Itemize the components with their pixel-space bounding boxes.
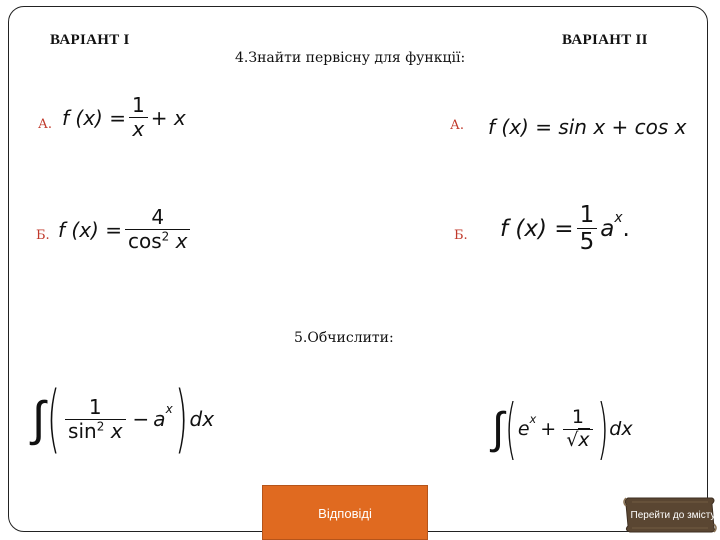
formula-v2-b-fraction	[577, 202, 598, 256]
formula-v1-int-sin: sin	[68, 418, 97, 443]
formula-v2-b-den: 5	[579, 229, 595, 256]
formula-v2-int-var: x	[578, 428, 590, 451]
task-5-title: 5.Обчислити:	[294, 330, 394, 346]
formula-v1-int-base: a	[153, 407, 166, 431]
formula-v2-int-fraction	[563, 407, 592, 452]
variant-2-heading: ВАРІАНТ ІІ	[562, 32, 648, 48]
formula-v2-b-dot: .	[622, 215, 630, 242]
formula-v1-a-fraction	[129, 94, 148, 141]
formula-v2-integral	[492, 390, 633, 467]
formula-v1-int-sin-exp: 2	[96, 418, 105, 433]
formula-v1-integral	[32, 376, 215, 462]
formula-v1-b-exp: 2	[161, 229, 170, 244]
label-a-variant-2: А.	[450, 118, 464, 133]
formula-v1-int-num: 1	[65, 396, 126, 420]
formula-v1-b-num: 4	[125, 206, 191, 230]
variant-1-heading: ВАРІАНТ І	[50, 32, 130, 48]
task-4-title: 4.Знайти первісну для функції:	[235, 50, 466, 66]
label-b-variant-2: Б.	[454, 228, 468, 243]
formula-v2-b-exp: x	[614, 210, 623, 226]
formula-v1-int-minus: −	[132, 407, 150, 431]
formula-v2-int-num: 1	[563, 407, 592, 430]
right-paren-icon: )	[596, 390, 609, 467]
formula-v1-a-lhs: f (x) =	[62, 105, 126, 130]
answers-button-label: Відповіді	[318, 506, 372, 521]
formula-v1-a-den: x	[132, 117, 145, 141]
label-b-variant-1: Б.	[36, 228, 50, 243]
formula-v1-int-dx: dx	[189, 407, 215, 431]
formula-v2-b-base: a	[600, 215, 615, 242]
formula-v2-b	[500, 202, 630, 256]
formula-v1-a	[62, 94, 186, 141]
formula-v2-int-plus: +	[540, 418, 557, 440]
formula-v1-b-cos: cos	[127, 229, 162, 253]
integral-sign-icon: ∫	[32, 391, 46, 447]
formula-v1-a-rest: + x	[150, 105, 186, 130]
formula-v1-b-lhs: f (x) =	[58, 217, 122, 242]
formula-v1-int-fraction	[65, 396, 126, 443]
formula-v1-int-den	[65, 420, 126, 443]
formula-v2-int-dx: dx	[609, 418, 633, 440]
formula-v1-b-fraction	[125, 206, 191, 253]
answers-button[interactable]	[262, 485, 428, 540]
formula-v1-int-exp: x	[165, 402, 173, 416]
formula-v1-b	[58, 206, 193, 253]
right-paren-icon: )	[174, 376, 188, 462]
sqrt-icon: √	[566, 428, 579, 451]
formula-v1-b-var: x	[175, 229, 188, 253]
formula-v2-int-base: e	[517, 418, 530, 440]
go-to-contents-button[interactable]	[622, 494, 718, 536]
integral-sign-icon: ∫	[492, 403, 505, 454]
formula-v1-int-var: x	[110, 418, 123, 443]
formula-v2-int-den	[563, 430, 592, 452]
go-to-contents-label: Перейти до змісту	[630, 510, 716, 521]
formula-v2-b-num: 1	[577, 202, 598, 229]
formula-v2-a: f (x) = sin x + cos x	[488, 115, 687, 139]
formula-v2-b-lhs: f (x) =	[500, 215, 574, 242]
left-paren-icon: (	[47, 376, 61, 462]
formula-v2-int-exp: x	[529, 412, 537, 426]
left-paren-icon: (	[505, 390, 517, 467]
formula-v1-b-den	[125, 230, 191, 253]
label-a-variant-1: А.	[38, 117, 52, 132]
formula-v1-a-num: 1	[129, 94, 148, 118]
